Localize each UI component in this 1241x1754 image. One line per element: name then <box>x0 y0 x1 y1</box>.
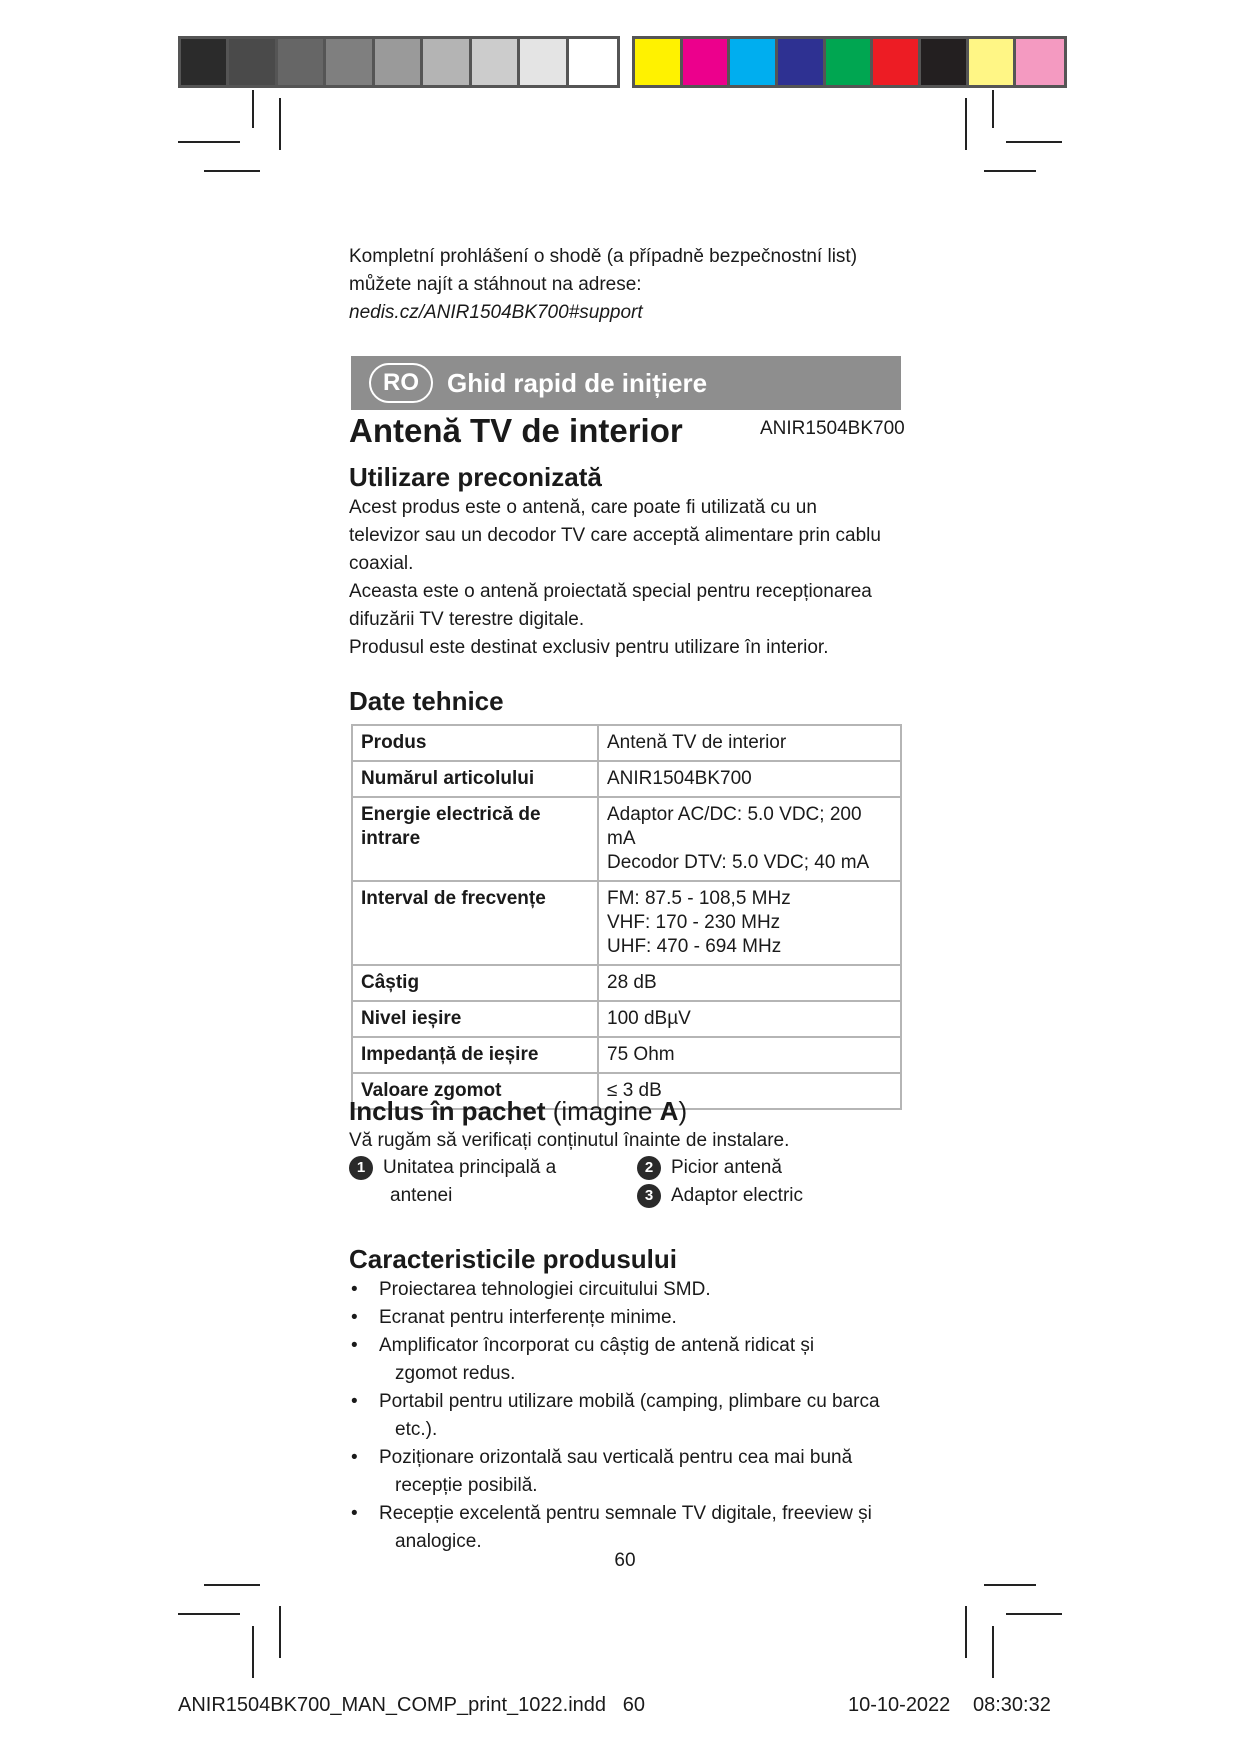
spec-key: Numărul articolului <box>352 761 598 797</box>
paragraph-line: televizor sau un decodor TV care acceptă alimentare prin cablu <box>349 525 881 546</box>
footer-time: 08:30:32 <box>973 1694 1051 1716</box>
list-item: • Ecranat pentru interferențe minime. <box>349 1304 902 1332</box>
crop-mark <box>992 90 994 128</box>
package-item-label: Picior antenă <box>671 1157 782 1178</box>
process-color-bar <box>632 36 1067 88</box>
gray-swatch <box>278 39 326 85</box>
number-badge: 1 <box>349 1156 373 1180</box>
intro-line: můžete najít a stáhnout na adrese: <box>349 274 642 295</box>
crop-mark <box>279 1606 281 1658</box>
table-row <box>352 1001 901 1037</box>
crop-mark <box>252 1626 254 1678</box>
crop-mark <box>984 170 1036 172</box>
package-heading-close: ) <box>678 1096 688 1126</box>
gray-swatch <box>472 39 520 85</box>
package-item <box>349 1154 556 1182</box>
black-swatch <box>921 39 969 85</box>
package-item-label: Adaptor electric <box>671 1185 804 1206</box>
number-badge: 3 <box>637 1184 661 1208</box>
list-item: • Proiectarea tehnologiei circuitului SMD. <box>349 1276 902 1304</box>
language-badge: RO <box>369 363 433 403</box>
footer-filename: ANIR1504BK700_MAN_COMP_print_1022.indd 60 <box>178 1694 645 1716</box>
spec-value: ANIR1504BK700 <box>598 761 901 797</box>
number-badge: 2 <box>637 1156 661 1180</box>
package-item <box>637 1182 803 1210</box>
gray-swatch <box>181 39 229 85</box>
list-item: • Recepție excelentă pentru semnale TV digitale, freeview și analogice. <box>349 1500 902 1556</box>
spec-value-line: FM: 87.5 - 108,5 MHz <box>607 888 791 909</box>
list-item: • Amplificator încorporat cu câștig de antenă ridicat și zgomot redus. <box>349 1332 902 1388</box>
grayscale-bar <box>178 36 620 88</box>
gray-swatch <box>423 39 471 85</box>
spec-value-line: Adaptor AC/DC: 5.0 VDC; 200 mA <box>607 804 862 849</box>
package-section <box>349 1094 902 1214</box>
table-row <box>352 725 901 761</box>
yellow-swatch <box>635 39 683 85</box>
light-yellow-swatch <box>969 39 1017 85</box>
paragraph-line: Acest produs este o antenă, care poate fi utilizată cu un <box>349 497 817 518</box>
table-row <box>352 761 901 797</box>
package-item <box>637 1154 782 1182</box>
specs-section <box>349 684 902 718</box>
spec-key: Nivel ieșire <box>352 1001 598 1037</box>
crop-mark <box>965 98 967 150</box>
spec-value <box>598 797 901 881</box>
package-items <box>349 1154 902 1214</box>
package-heading-letter: A <box>659 1096 679 1126</box>
spec-key: Interval de frecvențe <box>352 881 598 965</box>
package-item-label-cont: antenei <box>390 1185 453 1206</box>
table-row <box>352 965 901 1001</box>
intended-use-heading: Utilizare preconizată <box>349 462 602 492</box>
blue-swatch <box>778 39 826 85</box>
spec-value: ≤ 3 dB <box>598 1073 901 1109</box>
spec-key: Valoare zgomot <box>352 1073 598 1109</box>
crop-mark <box>178 1613 240 1615</box>
cyan-swatch <box>730 39 778 85</box>
list-item: • Poziționare orizontală sau verticală pentru cea mai bună recepție posibilă. <box>349 1444 902 1500</box>
spec-value: 28 dB <box>598 965 901 1001</box>
crop-mark <box>252 90 254 128</box>
specs-table <box>351 724 902 1110</box>
spec-value: 100 dBµV <box>598 1001 901 1037</box>
package-heading <box>349 1094 902 1128</box>
pink-swatch <box>1016 39 1064 85</box>
intro-block <box>349 243 902 327</box>
gray-swatch <box>326 39 374 85</box>
crop-mark <box>992 1626 994 1678</box>
product-title: Antenă TV de interior <box>349 412 683 449</box>
spec-key: Impedanță de ieșire <box>352 1037 598 1073</box>
spec-key: Produs <box>352 725 598 761</box>
features-list <box>349 1276 902 1556</box>
model-code: ANIR1504BK700 <box>760 418 905 439</box>
table-row <box>352 797 901 881</box>
features-section <box>349 1242 902 1556</box>
crop-mark <box>204 1584 260 1586</box>
gray-swatch <box>520 39 568 85</box>
crop-mark <box>1006 1613 1062 1615</box>
spec-value-line: VHF: 170 - 230 MHz <box>607 912 781 933</box>
crop-mark <box>279 98 281 150</box>
crop-mark <box>204 170 260 172</box>
crop-mark <box>178 141 240 143</box>
crop-mark <box>1006 141 1062 143</box>
banner-title: Ghid rapid de inițiere <box>447 367 708 398</box>
green-swatch <box>826 39 874 85</box>
paragraph-line: coaxial. <box>349 553 414 574</box>
footer-date: 10-10-2022 <box>848 1694 951 1716</box>
spec-key: Energie electrică de intrare <box>352 797 598 881</box>
support-link[interactable]: nedis.cz/ANIR1504BK700#support <box>349 302 643 323</box>
magenta-swatch <box>683 39 731 85</box>
list-item: • Portabil pentru utilizare mobilă (camping, plimbare cu barca etc.). <box>349 1388 902 1444</box>
crop-mark <box>965 1606 967 1658</box>
intro-line: Kompletní prohlášení o shodě (a případně bezpečnostní list) <box>349 246 858 267</box>
package-item-label: Unitatea principală a <box>383 1157 557 1178</box>
specs-heading: Date tehnice <box>349 686 504 716</box>
gray-swatch <box>375 39 423 85</box>
page-number: 60 <box>614 1550 636 1571</box>
spec-value-line: Decodor DTV: 5.0 VDC; 40 mA <box>607 852 870 873</box>
gray-swatch <box>229 39 277 85</box>
red-swatch <box>873 39 921 85</box>
section-banner <box>351 356 901 410</box>
features-heading: Caracteristicile produsului <box>349 1244 677 1274</box>
table-row <box>352 1037 901 1073</box>
package-heading-text: (imagine <box>545 1096 660 1126</box>
package-heading-bold: Inclus în pachet <box>349 1096 546 1126</box>
spec-key: Câștig <box>352 965 598 1001</box>
paragraph-line: Produsul este destinat exclusiv pentru utilizare în interior. <box>349 637 829 658</box>
paragraph-line: difuzării TV terestre digitale. <box>349 609 585 630</box>
spec-value <box>598 881 901 965</box>
table-row <box>352 881 901 965</box>
crop-mark <box>984 1584 1036 1586</box>
spec-value: 75 Ohm <box>598 1037 901 1073</box>
gray-swatch <box>569 39 617 85</box>
spec-value-line: UHF: 470 - 694 MHz <box>607 936 782 957</box>
spec-value: Antenă TV de interior <box>598 725 901 761</box>
paragraph-line: Aceasta este o antenă proiectată special pentru recepționarea <box>349 581 872 602</box>
package-note: Vă rugăm să verificați conținutul înainte de instalare. <box>349 1130 790 1151</box>
intended-use-section <box>349 460 902 662</box>
